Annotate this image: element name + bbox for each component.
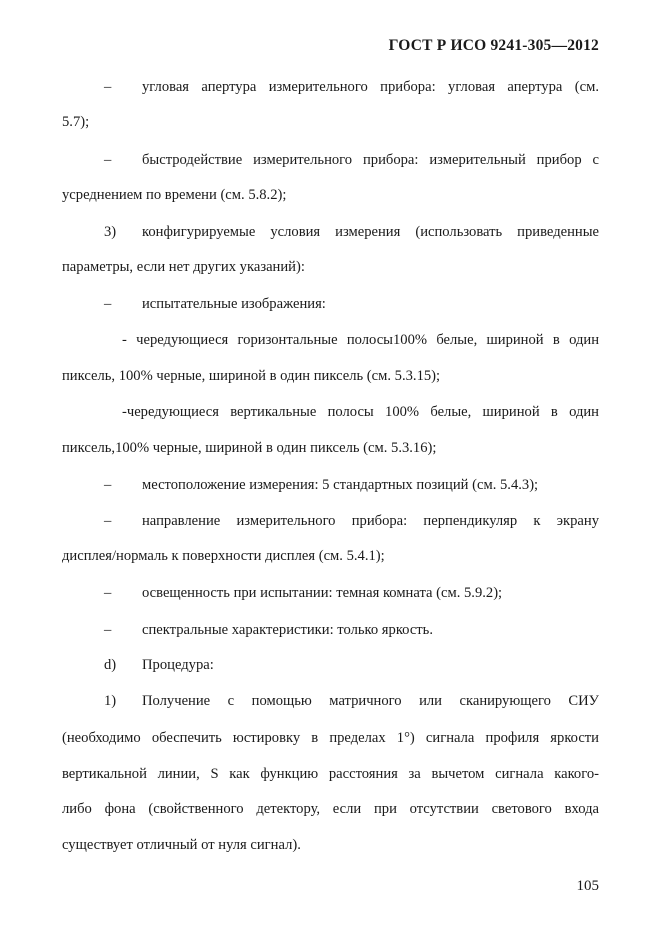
line-text: конфигурируемые условия измерения (использовать приведенные xyxy=(142,224,599,240)
line-text: дисплея/нормаль к поверхности дисплея (см. 5.4.1); xyxy=(62,548,385,564)
line-text: 5.7); xyxy=(62,114,90,130)
list-marker: 1) xyxy=(104,693,117,709)
list-marker: – xyxy=(104,296,112,312)
document-header: ГОСТ Р ИСО 9241-305—2012 xyxy=(388,37,599,54)
line-text: спектральные характеристики: только яркость. xyxy=(142,622,433,638)
line-text: усреднением по времени (см. 5.8.2); xyxy=(62,187,287,203)
list-marker: – xyxy=(104,477,112,493)
list-marker: – xyxy=(104,513,112,529)
line-text: освещенность при испытании: темная комната (см. 5.9.2); xyxy=(142,585,503,601)
page-number: 105 xyxy=(576,878,599,894)
text-line xyxy=(62,367,599,385)
text-line xyxy=(62,836,599,854)
line-text: местоположение измерения: 5 стандартных позиций (см. 5.4.3); xyxy=(142,477,539,493)
line-text: быстродействие измерительного прибора: измерительный прибор с xyxy=(142,152,599,168)
line-text: пиксель,100% черные, шириной в один пиксель (см. 5.3.16); xyxy=(62,440,437,456)
line-text: Процедура: xyxy=(142,657,214,673)
list-marker: – xyxy=(104,585,112,601)
text-line xyxy=(62,547,599,565)
line-text: угловая апертура измерительного прибора: угловая апертура (см. xyxy=(142,79,599,95)
text-line: - чередующиеся горизонтальные полосы100% белые, шириной в один xyxy=(122,332,599,348)
line-text: пиксель, 100% черные, шириной в один пиксель (см. 5.3.15); xyxy=(62,368,441,384)
text-line: -чередующиеся вертикальные полосы 100% белые, шириной в один xyxy=(122,404,599,420)
text-line xyxy=(62,186,599,204)
line-text: существует отличный от нуля сигнал). xyxy=(62,837,301,853)
line-text: Получение с помощью матричного или сканирующего СИУ xyxy=(142,693,599,709)
text-line xyxy=(62,439,599,457)
list-marker: d) xyxy=(104,657,117,673)
line-text: испытательные изображения: xyxy=(142,296,326,312)
list-marker: 3) xyxy=(104,224,117,240)
text-line xyxy=(62,258,599,276)
text-line: (необходимо обеспечить юстировку в пределах 1°) сигнала профиля яркости xyxy=(62,730,599,746)
list-marker: – xyxy=(104,79,112,95)
line-text: направление измерительного прибора: перпендикуляр к экрану xyxy=(142,513,599,529)
text-line: либо фона (свойственного детектору, если при отсутствии светового входа xyxy=(62,801,599,817)
list-marker: – xyxy=(104,622,112,638)
line-text: параметры, если нет других указаний): xyxy=(62,259,305,275)
text-line: вертикальной линии, S как функцию расстояния за вычетом сигнала какого- xyxy=(62,766,599,782)
text-line xyxy=(62,113,599,131)
list-marker: – xyxy=(104,152,112,168)
